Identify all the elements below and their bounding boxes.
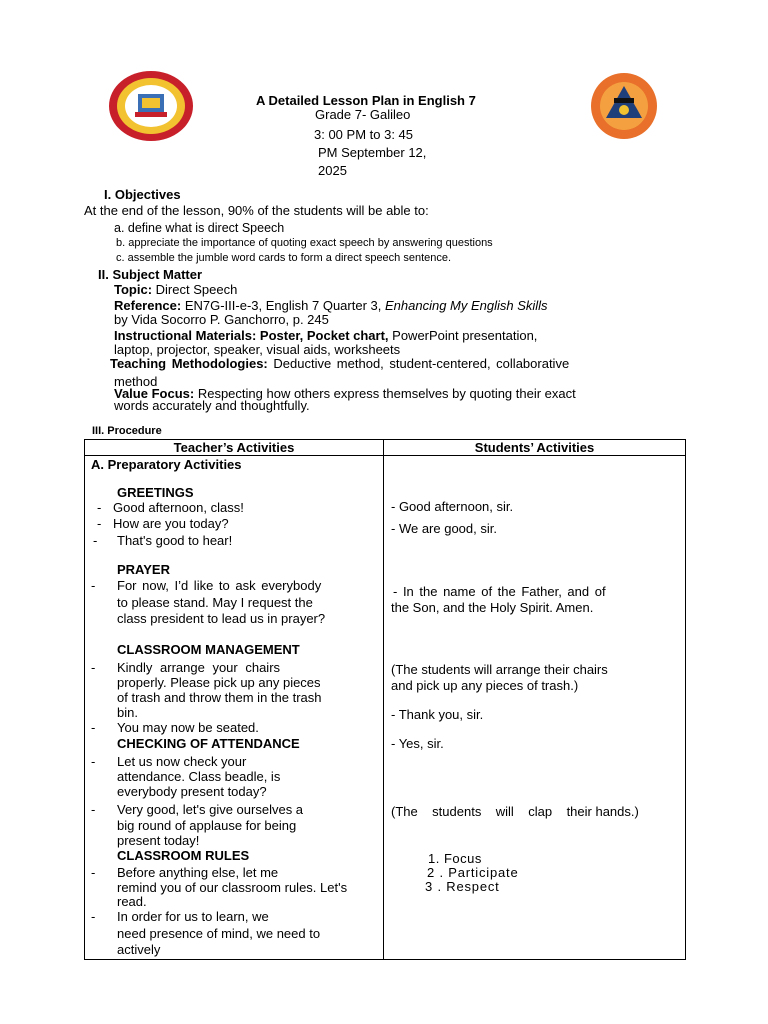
greetings-heading: GREETINGS xyxy=(117,485,194,500)
student-cm-1: (The students will arrange their chairs xyxy=(391,662,608,677)
classroom-rules-heading: CLASSROOM RULES xyxy=(117,848,250,863)
materials-line xyxy=(114,328,537,343)
rule-participate: 2 . Participate xyxy=(427,865,519,880)
student-thanks: - Thank you, sir. xyxy=(391,707,484,722)
teacher-rules-3: read. xyxy=(117,894,147,909)
school-seal-left-logo xyxy=(108,70,194,142)
teacher-learn-2: need presence of mind, we need to xyxy=(117,926,321,941)
value-focus-label: Value Focus: xyxy=(114,386,195,401)
student-prayer-2: the Son, and the Holy Spirit. Amen. xyxy=(391,600,594,615)
college-of-education-seal-logo xyxy=(590,72,658,140)
student-clap: (The students will clap their hands.) xyxy=(391,804,639,819)
teacher-learn-1: In order for us to learn, we xyxy=(117,909,269,924)
student-greet-2: - We are good, sir. xyxy=(391,521,497,536)
methodologies-line xyxy=(110,356,569,371)
teacher-att-2: attendance. Class beadle, is xyxy=(117,769,281,784)
student-cm-2: and pick up any pieces of trash.) xyxy=(391,678,579,693)
teacher-att-1: Let us now check your xyxy=(117,754,247,769)
section-a-heading: A. Preparatory Activities xyxy=(91,457,242,472)
teacher-att-3: everybody present today? xyxy=(117,784,267,799)
teacher-activities-header: Teacher’s Activities xyxy=(85,440,384,456)
dash-bullet: - xyxy=(91,578,96,593)
teacher-learn-3: actively xyxy=(117,942,161,957)
time-line-2: PM September 12, xyxy=(318,145,427,160)
objectives-heading: I. Objectives xyxy=(104,187,181,202)
teacher-cm-2: properly. Please pick up any pieces xyxy=(117,675,321,690)
grade-section: Grade 7- Galileo xyxy=(315,107,411,122)
methodologies-line-2: method xyxy=(114,374,158,389)
teacher-greet-2: How are you today? xyxy=(113,516,229,531)
teacher-applause-3: present today! xyxy=(117,833,200,848)
dash-bullet: - xyxy=(93,533,98,548)
teacher-prayer-3: class president to lead us in prayer? xyxy=(117,611,326,626)
rule-respect: 3 . Respect xyxy=(425,879,500,894)
topic-line xyxy=(114,282,237,297)
prayer-heading: PRAYER xyxy=(117,562,170,577)
teacher-cm-3: of trash and throw them in the trash xyxy=(117,690,322,705)
students-activities-cell xyxy=(384,456,685,959)
teacher-greet-1: Good afternoon, class! xyxy=(113,500,244,515)
rule-focus: 1. Focus xyxy=(428,851,482,866)
year: 2025 xyxy=(318,163,347,178)
dash-bullet: - xyxy=(91,909,96,924)
materials-line-2: laptop, projector, speaker, visual aids, worksheets xyxy=(114,342,401,357)
time-line-1: 3: 00 PM to 3: 45 xyxy=(314,127,414,142)
procedure-heading: III. Procedure xyxy=(92,425,162,437)
dash-bullet: - xyxy=(91,754,96,769)
subject-matter-heading: II. Subject Matter xyxy=(98,267,203,282)
teacher-rules-2: remind you of our classroom rules. Let's xyxy=(117,880,348,895)
objective-c: c. assemble the jumble word cards to form a direct speech sentence. xyxy=(116,252,452,264)
students-activities-header: Students’ Activities xyxy=(384,440,686,456)
teacher-rules-1: Before anything else, let me xyxy=(117,865,279,880)
dash-bullet: - xyxy=(91,660,96,675)
student-greet-1: - Good afternoon, sir. xyxy=(391,499,514,514)
procedure-table xyxy=(84,439,686,960)
topic-value: Direct Speech xyxy=(155,282,238,297)
teacher-prayer-1: For now, I’d like to ask everybody xyxy=(117,578,322,593)
methodologies-label: Teaching Methodologies: xyxy=(110,356,268,371)
value-focus-line-2: words accurately and thoughtfully. xyxy=(114,398,310,413)
teacher-seated: You may now be seated. xyxy=(117,720,259,735)
reference-code: EN7G-III-e-3, English 7 Quarter 3, xyxy=(184,298,382,313)
materials-value: PowerPoint presentation, xyxy=(392,328,538,343)
classroom-management-heading: CLASSROOM MANAGEMENT xyxy=(117,642,300,657)
objective-b: b. appreciate the importance of quoting exact speech by answering questions xyxy=(116,237,493,249)
dash-bullet: - xyxy=(91,865,96,880)
teacher-applause-1: Very good, let's give ourselves a xyxy=(117,802,304,817)
attendance-heading: CHECKING OF ATTENDANCE xyxy=(117,736,300,751)
teacher-activities-cell xyxy=(85,456,383,959)
objectives-intro: At the end of the lesson, 90% of the students will be able to: xyxy=(84,203,429,218)
methodologies-value: Deductive method, student-centered, collaborative xyxy=(273,356,570,371)
lesson-plan-title: A Detailed Lesson Plan in English 7 xyxy=(256,93,476,108)
reference-author: by Vida Socorro P. Ganchorro, p. 245 xyxy=(114,312,329,327)
teacher-greet-3: That's good to hear! xyxy=(117,533,233,548)
dash-bullet: - xyxy=(91,802,96,817)
materials-label: Instructional Materials: Poster, Pocket chart, xyxy=(114,328,389,343)
reference-label: Reference: xyxy=(114,298,182,313)
reference-book: Enhancing My English Skills xyxy=(384,298,548,313)
topic-label: Topic: xyxy=(114,282,153,297)
dash-bullet: - xyxy=(97,500,102,515)
student-yes: - Yes, sir. xyxy=(391,736,444,751)
teacher-cm-4: bin. xyxy=(117,705,138,720)
teacher-cm-1: Kindly arrange your chairs xyxy=(117,660,281,675)
objective-a: a. define what is direct Speech xyxy=(114,221,285,235)
teacher-applause-2: big round of applause for being xyxy=(117,818,297,833)
reference-line xyxy=(114,298,548,313)
dash-bullet: - xyxy=(97,516,102,531)
student-prayer-1: - In the name of the Father, and of xyxy=(393,584,606,599)
dash-bullet: - xyxy=(91,720,96,735)
teacher-prayer-2: to please stand. May I request the xyxy=(117,595,313,610)
value-focus-value: Respecting how others express themselves by quoting their exact xyxy=(197,386,576,401)
